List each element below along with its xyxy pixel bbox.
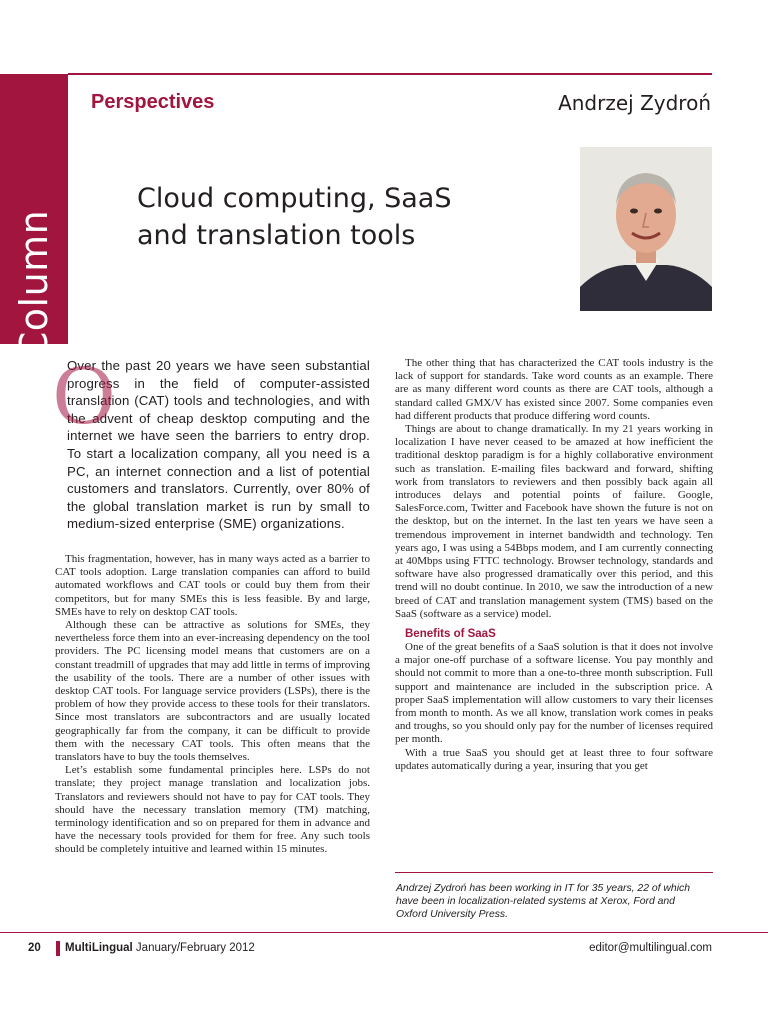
- body-paragraph: With a true SaaS you should get at least three to four software updates automatically during a year, insuring that you get: [395, 746, 713, 772]
- lead-paragraph: Over the past 20 years we have seen substantial progress in the field of computer-assisted translation (CAT) tools and technologies, and with the advent of cheap desktop computing and the internet we have seen the barriers to entry drop. To start a localization company, all you need is a PC, an internet connection and a list of potential customers and translators. Currently, over 80% of the global translation market is run by small to medium-sized enterprise (SME) organizations.: [67, 358, 370, 532]
- left-body: [55, 553, 370, 857]
- footer-accent-bar: [56, 941, 60, 956]
- article-title: [137, 180, 517, 254]
- footer-rule: [0, 932, 768, 933]
- page-number: 20: [28, 942, 41, 954]
- bio-divider: [395, 872, 713, 873]
- editor-email[interactable]: editor@multilingual.com: [589, 942, 712, 954]
- column-sidebar: [0, 74, 68, 359]
- body-paragraph: Things are about to change dramatically. In my 21 years working in localization I have never ceased to be amazed at how inefficient the traditional desktop paradigm is for a highly collaborative environment such as translation. E-mailing files backward and forward, shifting work from translators to reviewers and then possibly back again all introduces delays and potential points of failure. Google, SalesForce.com, Twitter and Facebook have shown the future is not on the desktop, but on the internet. In the last ten years we have seen a tremendous improvement in internet bandwidth and technology. Ten years ago, I was using a 54Bbps modem, and I am currently connecting at 40Mbps using FTTC technology. Browser technology, standards and software have also progressed dramatically over this period, and this trend will no doubt continue. In 2010, we saw the introduction of a new breed of CAT and translation management system (TMS) based on the SaaS (software as a service) model.: [395, 423, 713, 620]
- dropcap: O: [53, 346, 116, 442]
- column-label: Column: [12, 209, 56, 359]
- title-line-1: Cloud computing, SaaS: [137, 183, 452, 214]
- author-portrait-icon: [580, 147, 712, 311]
- body-paragraph: Although these can be attractive as solutions for SMEs, they nevertheless force them into an ever-increasing dependency on the tool providers. The PC licensing model means that customers are on a constant treadmill of upgrades that may add little in terms of improving the usability of the tools. There are a number of other issues with desktop CAT tools. For language service providers (LSPs), there is the problem of how they provide access to these tools for their translators. Since most translators are subcontractors and are usually located geographically far from the company, it can be difficult to provide them with the necessary CAT tools. This often means that the translators have to buy the tools themselves.: [55, 618, 370, 763]
- body-paragraph: This fragmentation, however, has in many ways acted as a barrier to CAT tools adoption. Large translation companies can afford to build automated workflows and CAT tools or could buy them from their competitors, but for many SMEs this is less feasible. By and large, SMEs have to rely on desktop CAT tools.: [55, 552, 370, 618]
- body-paragraph: Let’s establish some fundamental principles here. LSPs do not translate; they project manage translation and localization jobs. Translators and reviewers should not have to pay for CAT tools. They should have the necessary translation memory (TM) matching, terminology identification and so on prepared for them in advance and have the necessary tools provided for them for free. Any such tools should be completely intuitive and learned within 15 minutes.: [55, 764, 370, 856]
- title-line-2: and translation tools: [137, 220, 416, 251]
- author-name: Andrzej Zydroń: [558, 91, 711, 115]
- publication-name: MultiLingual: [65, 942, 133, 954]
- section-label: Perspectives: [91, 91, 215, 113]
- header-rule: [68, 73, 712, 75]
- body-paragraph: One of the great benefits of a SaaS solution is that it does not involve a major one-off purchase of a software license. You pay monthly and should not commit to more than a one-to-three month subscription. Full support and maintenance are included in the subscription price. A proper SaaS implementation will allow customers to vary their licenses from month to month. As we all know, translation work comes in peaks and troughs, so you should only pay for the number of licenses required per month.: [395, 641, 713, 746]
- article-right-column: [395, 357, 713, 773]
- author-bio: Andrzej Zydroń has been working in IT for 35 years, 22 of which have been in localization-related systems at Xerox, Ford and Oxford University Press.: [396, 883, 690, 921]
- subhead-benefits: Benefits of SaaS: [405, 628, 496, 641]
- body-paragraph: The other thing that has characterized the CAT tools industry is the lack of support for standards. Take word counts as an example. There are as many different word counts as there are CAT tools, although a standard called GMX/V has existed since 2007. Some companies even had different products that produce differing word counts.: [395, 357, 713, 422]
- issue-date: January/February 2012: [135, 942, 255, 954]
- publication-info: [65, 942, 255, 954]
- author-photo: [580, 147, 712, 311]
- article-left-column: [53, 346, 370, 857]
